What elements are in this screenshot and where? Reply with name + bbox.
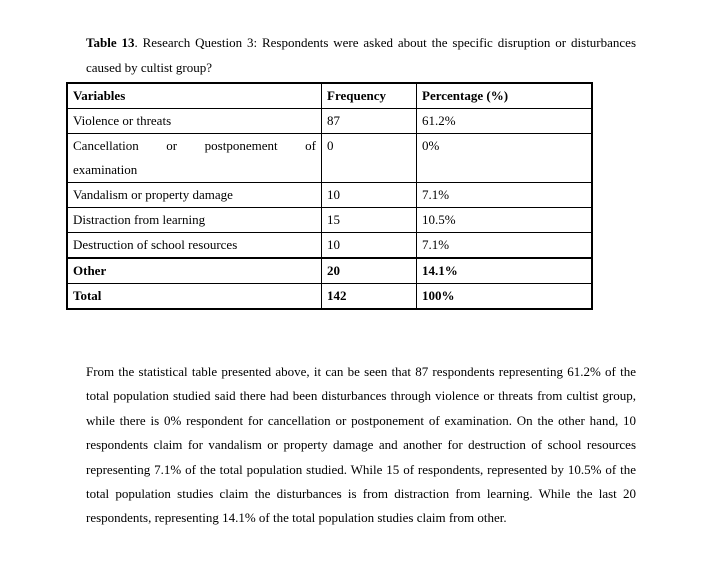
row-percentage: 10.5%	[417, 208, 593, 233]
row-percentage: 0%	[417, 134, 593, 183]
row-variable: Violence or threats	[67, 109, 322, 134]
row-variable-line1: Cancellation or postponement of	[73, 138, 316, 153]
table-total-row	[67, 284, 592, 310]
row-frequency: 10	[322, 233, 417, 259]
table-row	[67, 134, 592, 183]
results-table	[66, 82, 593, 310]
table-row	[67, 208, 592, 233]
table-row	[67, 233, 592, 259]
header-variables: Variables	[67, 83, 322, 109]
analysis-paragraph: From the statistical table presented above, it can be seen that 87 respondents representing 61.2% of the total population studied said there had been disturbances through violence or threats from cultist group, while there is 0% respondent for cancellation or postponement of examination. On the other hand, 10 respondents claim for vandalism or property damage and another for destruction of school resources representing 7.1% of the total population studied. While 15 of respondents, represented by 10.5% of the total population studies claim the disturbances is from distraction from learning. While the last 20 respondents, representing 14.1% of the total population studies claim from other.	[86, 364, 636, 526]
row-variable: Other	[67, 258, 322, 284]
row-percentage: 14.1%	[417, 258, 593, 284]
table-row	[67, 109, 592, 134]
row-frequency: 15	[322, 208, 417, 233]
total-percentage: 100%	[417, 284, 593, 310]
table-caption-label: Table 13	[86, 35, 135, 50]
table-caption	[86, 30, 636, 80]
total-frequency: 142	[322, 284, 417, 310]
header-frequency: Frequency	[322, 83, 417, 109]
table-caption-text: . Research Question 3: Respondents were asked about the specific disruption or disturbances caused by cultist group?	[86, 35, 637, 75]
table-row	[67, 258, 592, 284]
row-frequency: 87	[322, 109, 417, 134]
row-frequency: 20	[322, 258, 417, 284]
row-variable: Distraction from learning	[67, 208, 322, 233]
row-percentage: 7.1%	[417, 233, 593, 259]
row-variable: Vandalism or property damage	[67, 183, 322, 208]
row-percentage: 7.1%	[417, 183, 593, 208]
total-label: Total	[67, 284, 322, 310]
row-variable	[67, 134, 322, 183]
row-frequency: 10	[322, 183, 417, 208]
row-variable: Destruction of school resources	[67, 233, 322, 259]
table-header-row	[67, 83, 592, 109]
row-frequency: 0	[322, 134, 417, 183]
table-row	[67, 183, 592, 208]
row-percentage: 61.2%	[417, 109, 593, 134]
header-percentage: Percentage (%)	[417, 83, 593, 109]
row-variable-line2: examination	[73, 162, 138, 177]
